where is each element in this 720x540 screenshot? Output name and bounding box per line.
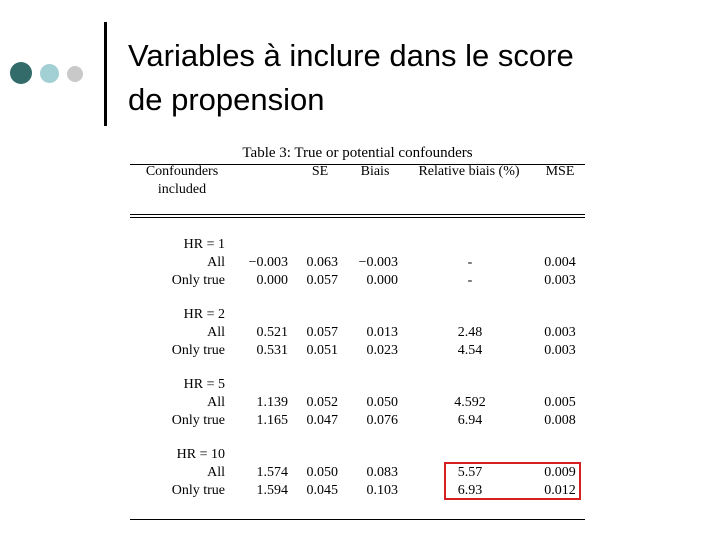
cell-estimate: −0.003	[248, 255, 288, 270]
header-se: SE	[311, 164, 329, 179]
cell-confounders: Only true	[171, 413, 225, 428]
cell-estimate: 1.594	[256, 483, 288, 498]
cell-relative-biais: 6.93	[457, 483, 483, 498]
header-biais: Biais	[360, 164, 390, 179]
header-mse: MSE	[545, 164, 575, 179]
cell-se: 0.050	[306, 465, 338, 480]
cell-se: 0.045	[306, 483, 338, 498]
cell-biais: 0.023	[366, 343, 398, 358]
cell-biais: 0.083	[366, 465, 398, 480]
cell-biais: 0.050	[366, 395, 398, 410]
cell-se: 0.057	[306, 273, 338, 288]
cell-confounders: Only true	[171, 483, 225, 498]
group-label: HR = 5	[183, 377, 225, 392]
group-label: HR = 10	[176, 447, 225, 462]
table-bottom-rule	[130, 519, 585, 520]
cell-confounders: All	[207, 255, 225, 270]
cell-relative-biais: 4.54	[457, 343, 483, 358]
cell-biais: 0.103	[366, 483, 398, 498]
cell-confounders: All	[207, 465, 225, 480]
title-divider-bar	[104, 22, 107, 126]
header-included: included	[157, 182, 207, 197]
highlight-box	[444, 462, 581, 500]
cell-biais: 0.013	[366, 325, 398, 340]
cell-mse: 0.003	[544, 343, 576, 358]
cell-biais: −0.003	[358, 255, 398, 270]
cell-biais: 0.000	[366, 273, 398, 288]
cell-confounders: All	[207, 325, 225, 340]
cell-mse: 0.005	[544, 395, 576, 410]
cell-mse: 0.004	[544, 255, 576, 270]
cell-estimate: 1.139	[256, 395, 288, 410]
bullet-dot-light-blue	[40, 64, 59, 83]
table-caption: Table 3: True or potential confounders	[242, 145, 473, 161]
cell-se: 0.047	[306, 413, 338, 428]
cell-mse: 0.008	[544, 413, 576, 428]
cell-relative-biais: 2.48	[457, 325, 483, 340]
cell-se: 0.063	[306, 255, 338, 270]
bullet-dot-grey	[67, 66, 83, 82]
cell-relative-biais: -	[467, 255, 473, 270]
header-confounders: Confounders	[145, 164, 219, 179]
group-label: HR = 2	[183, 307, 225, 322]
slide-title-line-2: de propension	[128, 82, 325, 117]
cell-se: 0.057	[306, 325, 338, 340]
cell-relative-biais: -	[467, 273, 473, 288]
bullet-dot-dark	[10, 62, 32, 84]
cell-estimate: 0.521	[256, 325, 288, 340]
cell-estimate: 1.574	[256, 465, 288, 480]
cell-mse: 0.003	[544, 273, 576, 288]
cell-confounders: Only true	[171, 273, 225, 288]
group-label: HR = 1	[183, 237, 225, 252]
cell-confounders: Only true	[171, 343, 225, 358]
cell-estimate: 1.165	[256, 413, 288, 428]
cell-se: 0.051	[306, 343, 338, 358]
cell-biais: 0.076	[366, 413, 398, 428]
cell-relative-biais: 6.94	[457, 413, 483, 428]
cell-confounders: All	[207, 395, 225, 410]
cell-estimate: 0.531	[256, 343, 288, 358]
cell-relative-biais: 5.57	[457, 465, 483, 480]
cell-relative-biais: 4.592	[454, 395, 486, 410]
cell-estimate: 0.000	[256, 273, 288, 288]
header-double-rule-bottom	[130, 217, 585, 218]
slide-title-line-1: Variables à inclure dans le score	[128, 38, 574, 73]
cell-mse: 0.003	[544, 325, 576, 340]
header-double-rule-top	[130, 214, 585, 215]
cell-mse: 0.012	[544, 483, 576, 498]
cell-mse: 0.009	[544, 465, 576, 480]
cell-se: 0.052	[306, 395, 338, 410]
header-relative-biais: Relative biais (%)	[418, 164, 520, 179]
